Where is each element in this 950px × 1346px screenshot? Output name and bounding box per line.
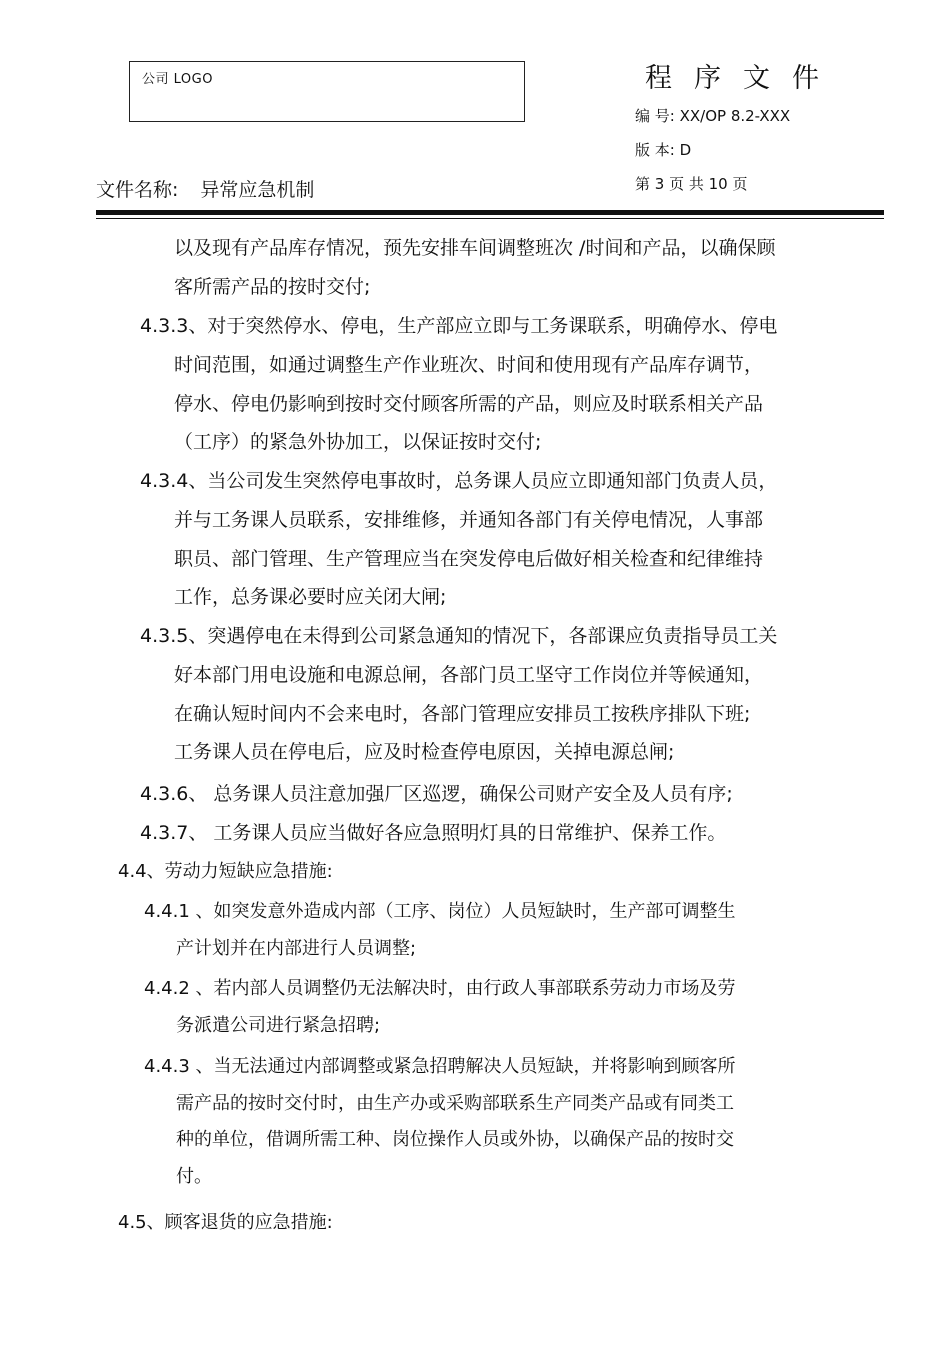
- clause-4-3-4: [140, 462, 777, 617]
- text-line: 时间范围，如通过调整生产作业班次、时间和使用现有产品库存调节，: [174, 353, 764, 376]
- file-name-value: 异常应急机制: [200, 179, 315, 201]
- text-line: （工序）的紧急外协加工，以保证按时交付;: [174, 431, 542, 454]
- doc-type-title: 程序文件: [645, 63, 841, 94]
- text-line: 务派遣公司进行紧急招聘;: [176, 1014, 381, 1036]
- logo-text: 公司 LOGO: [142, 72, 213, 87]
- page-indicator: 第 3 页 共 10 页: [635, 175, 748, 193]
- logo-box: [129, 61, 525, 122]
- clause-4-4-3: [144, 1049, 736, 1195]
- clause-4-4-2: [144, 971, 736, 1044]
- text-line: 4.3.3、对于突然停水、停电，生产部应立即与工务课联系，明确停水、停电: [140, 315, 778, 337]
- text-line: 在确认短时间内不会来电时，各部门管理应安排员工按秩序排队下班;: [174, 702, 751, 725]
- header-rule-thin: [96, 218, 884, 219]
- text-line: 并与工务课人员联系，安排维修，并通知各部门有关停电情况，人事部: [174, 508, 764, 531]
- file-name-label: 文件名称:: [96, 179, 179, 201]
- text-line: 产计划并在内部进行人员调整;: [176, 937, 417, 959]
- clause-4-3-3: [140, 307, 777, 462]
- file-name: [96, 175, 314, 202]
- text-line: 职员、部门管理、生产管理应当在突发停电后做好相关检查和纪律维持: [174, 547, 764, 570]
- clause-4-3-7: 4.3.7、 工务课人员应当做好各应急照明灯具的日常维护、保养工作。: [140, 822, 727, 844]
- clause-4-4-1: [144, 894, 736, 967]
- text-line: 需产品的按时交付时，由生产办或采购部联系生产同类产品或有同类工: [176, 1092, 734, 1114]
- continued-paragraph: [174, 229, 775, 307]
- text-line: 4.4.3 、当无法通过内部调整或紧急招聘解决人员短缺，并将影响到顾客所: [144, 1056, 736, 1077]
- text-line: 4.3.5、突遇停电在未得到公司紧急通知的情况下，各部课应负责指导员工关: [140, 625, 778, 647]
- text-line: 4.4.2 、若内部人员调整仍无法解决时，由行政人事部联系劳动力市场及劳: [144, 978, 736, 999]
- text-line: 种的单位，借调所需工种、岗位操作人员或外协，以确保产品的按时交: [176, 1129, 734, 1150]
- text-line: 工作，总务课必要时应关闭大闸;: [174, 586, 447, 609]
- text-line: 以及现有产品库存情况，预先安排车间调整班次 /时间和产品，以确保顾: [174, 237, 776, 259]
- section-4-5-heading: 4.5、顾客退货的应急措施:: [118, 1212, 333, 1233]
- clause-4-3-6: 4.3.6、 总务课人员注意加强厂区巡逻，确保公司财产安全及人员有序;: [140, 783, 733, 805]
- text-line: 4.3.4、当公司发生突然停电事故时，总务课人员应立即通知部门负责人员，: [140, 470, 778, 492]
- text-line: 工务课人员在停电后，应及时检查停电原因，关掉电源总闸;: [174, 741, 675, 764]
- text-line: 停水、停电仍影响到按时交付顾客所需的产品，则应及时联系相关产品: [174, 392, 764, 415]
- text-line: 好本部门用电设施和电源总闸，各部门员工坚守工作岗位并等候通知，: [174, 663, 764, 686]
- text-line: 4.4.1 、如突发意外造成内部（工序、岗位）人员短缺时，生产部可调整生: [144, 901, 736, 922]
- text-line: 付。: [176, 1165, 212, 1187]
- doc-number: 编 号: XX/OP 8.2-XXX: [635, 107, 791, 125]
- text-line: 客所需产品的按时交付;: [174, 275, 371, 298]
- section-4-4-heading: 4.4、劳动力短缺应急措施:: [118, 861, 333, 882]
- header-rule-thick: [96, 210, 884, 215]
- doc-version: 版 本: D: [635, 141, 692, 159]
- clause-4-3-5: [140, 617, 777, 772]
